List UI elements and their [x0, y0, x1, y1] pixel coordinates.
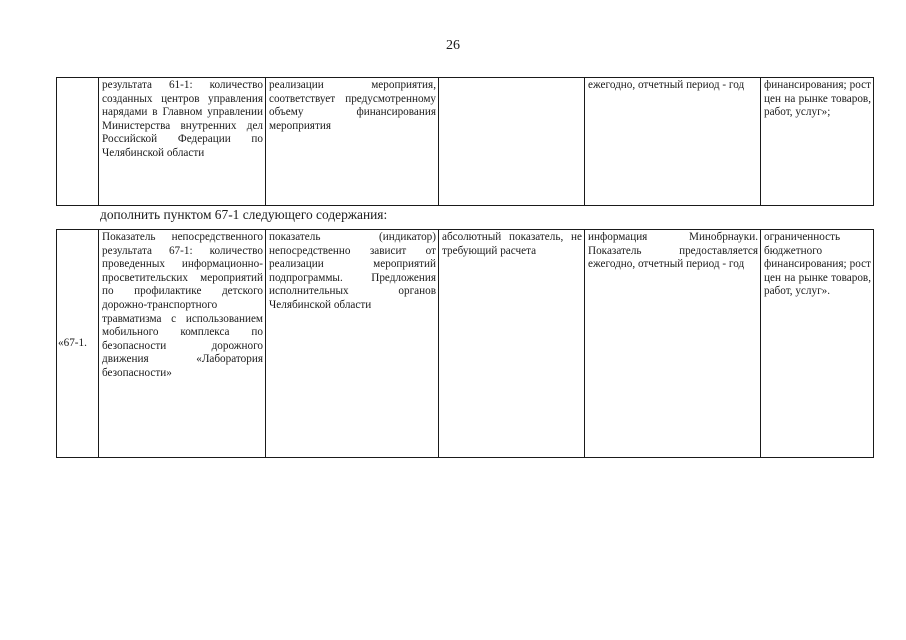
indicator-name-cell: результата 61-1: количество созданных центров управления нарядами в Главном управлении Министерства внутренних дел Российской Федерации по Челябинской области	[99, 78, 266, 206]
page-number: 26	[446, 38, 460, 53]
data-source-cell: информация Минобрнауки. Показатель предоставляется ежегодно, отчетный период - год	[585, 230, 761, 458]
indicator-name-cell: Показатель непосредственного результата 67-1: количество проведенных информационно-просветительских мероприятий по профилактике детского дорожно-транспортного травматизма с использованием мобильного комплекса по безопасности дорожного движения «Лаборатория безопасности»	[99, 230, 266, 458]
item-number-cell: «67-1.	[57, 230, 99, 458]
table-row	[57, 230, 874, 458]
risk-factors-cell: финансирования; рост цен на рынке товаров, работ, услуг»;	[761, 78, 874, 206]
calculation-method-cell: абсолютный показатель, не требующий расчета	[439, 230, 585, 458]
calculation-method-cell	[439, 78, 585, 206]
table-row	[57, 78, 874, 206]
indicator-table-top	[56, 77, 874, 206]
indicator-table-bottom	[56, 229, 874, 458]
item-number-cell	[57, 78, 99, 206]
insertion-instruction: дополнить пунктом 67-1 следующего содержания:	[100, 207, 388, 222]
indicator-rationale-cell: показатель (индикатор) непосредственно зависит от реализации мероприятий подпрограммы. Предложения исполнительных органов Челябинской области	[266, 230, 439, 458]
risk-factors-cell: ограниченность бюджетного финансирования; рост цен на рынке товаров, работ, услуг».	[761, 230, 874, 458]
data-source-cell: ежегодно, отчетный период - год	[585, 78, 761, 206]
indicator-rationale-cell: реализации мероприятия, соответствует предусмотренному объему финансирования мероприятия	[266, 78, 439, 206]
